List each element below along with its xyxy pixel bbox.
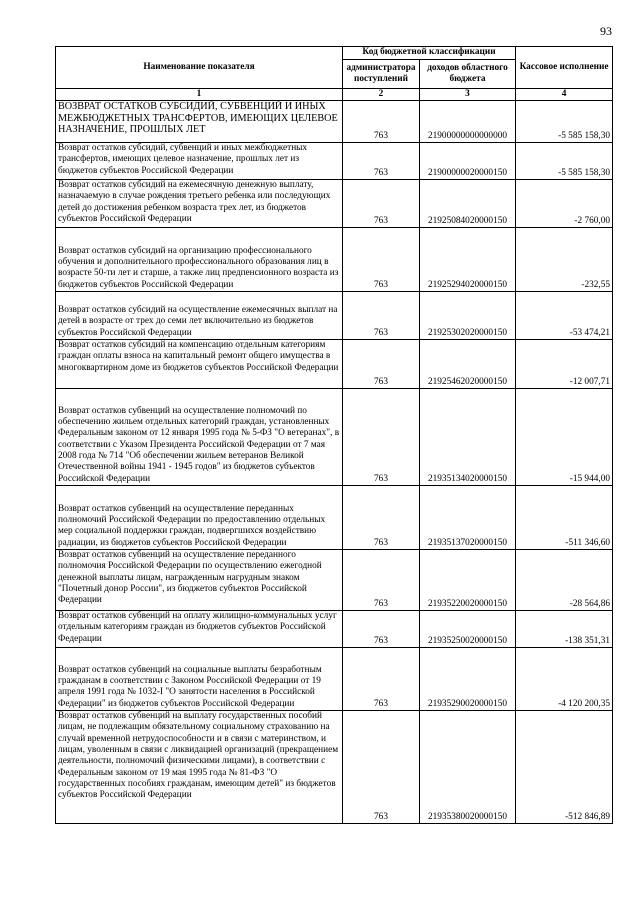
row-name: Возврат остатков субсидий на компенсацию отдельным категориям граждан оплаты взноса на капитальный ремонт общего имущества в многоквартирном доме из бюджетов субъектов Российской Федерации bbox=[56, 340, 343, 389]
row-name: Возврат остатков субсидий на организацию профессионального обучения и дополнительного профессионального образования лиц в возрасте 50-ти лет и старше, а также лиц предпенсионного возраста из бюджетов субъектов Российской Федерации bbox=[56, 228, 343, 292]
table-row bbox=[56, 180, 613, 228]
row-name: Возврат остатков субвенций на выплату государственных пособий лицам, не подлежащим обязательному социальному страхованию на случай временной нетрудоспособности и в связи с материнством, и лицам, уволенным в связи с ликвидацией организаций (прекращением деятельности, полномочий физическими лицами), в соответствии с Федеральным законом от 19 мая 1995 года № 81-ФЗ "О государственных пособиях гражданам, имеющим детей" из бюджетов субъектов Российской Федерации bbox=[56, 711, 343, 824]
header-revenue: доходов областного бюджета bbox=[420, 60, 516, 89]
table-row bbox=[56, 340, 613, 389]
header-classification: Код бюджетной классификации bbox=[343, 47, 516, 60]
col-number-1: 1 bbox=[56, 89, 343, 101]
table-row bbox=[56, 711, 613, 824]
row-admin-code: 763 bbox=[343, 389, 420, 486]
row-revenue-code: 21900000020000150 bbox=[420, 143, 516, 180]
row-revenue-code: 21935137020000150 bbox=[420, 486, 516, 550]
row-name: Возврат остатков субвенций на осуществление переданного полномочия Российской Федерации по осуществлению ежегодной денежной выплаты лицам, награжденным нагрудным знаком "Почетный донор России", из бюджетов субъектов Российской Федерации bbox=[56, 550, 343, 611]
table-row bbox=[56, 389, 613, 486]
row-admin-code: 763 bbox=[343, 228, 420, 292]
table-row bbox=[56, 486, 613, 550]
row-admin-code: 763 bbox=[343, 648, 420, 711]
row-revenue-code: 21925084020000150 bbox=[420, 180, 516, 228]
row-amount: -5 585 158,30 bbox=[516, 101, 613, 143]
col-number-2: 2 bbox=[343, 89, 420, 101]
row-amount: -2 760,00 bbox=[516, 180, 613, 228]
row-amount: -232,55 bbox=[516, 228, 613, 292]
row-admin-code: 763 bbox=[343, 143, 420, 180]
row-amount: -12 007,71 bbox=[516, 340, 613, 389]
row-admin-code: 763 bbox=[343, 340, 420, 389]
row-admin-code: 763 bbox=[343, 550, 420, 611]
table-row bbox=[56, 143, 613, 180]
table-row bbox=[56, 101, 613, 143]
row-amount: -512 846,89 bbox=[516, 711, 613, 824]
header-admin: администратора поступлений bbox=[343, 60, 420, 89]
table-row bbox=[56, 228, 613, 292]
table-row bbox=[56, 611, 613, 648]
row-revenue-code: 21925294020000150 bbox=[420, 228, 516, 292]
row-name: Возврат остатков субвенций на социальные выплаты безработным гражданам в соответствии с Законом Российской Федерации от 19 апреля 1991 года № 1032-I "О занятости населения в Российской Федерации" из бюджетов субъектов Российской Федерации bbox=[56, 648, 343, 711]
col-number-3: 3 bbox=[420, 89, 516, 101]
row-amount: -5 585 158,30 bbox=[516, 143, 613, 180]
row-amount: -4 120 200,35 bbox=[516, 648, 613, 711]
row-amount: -138 351,31 bbox=[516, 611, 613, 648]
row-revenue-code: 21935220020000150 bbox=[420, 550, 516, 611]
row-revenue-code: 21925302020000150 bbox=[420, 292, 516, 340]
row-amount: -15 944,00 bbox=[516, 389, 613, 486]
row-name: Возврат остатков субвенций на осуществление полномочий по обеспечению жильем отдельных категорий граждан, установленных Федеральным законом от 12 января 1995 года № 5-ФЗ "О ветеранах", в соответствии с Указом Президента Российской Федерации от 7 мая 2008 года № 714 "Об обеспечении жильем ветеранов Великой Отечественной войны 1941 - 1945 годов" из бюджетов субъектов Российской Федерации bbox=[56, 389, 343, 486]
row-admin-code: 763 bbox=[343, 711, 420, 824]
table-row bbox=[56, 648, 613, 711]
row-revenue-code: 21935290020000150 bbox=[420, 648, 516, 711]
row-admin-code: 763 bbox=[343, 180, 420, 228]
table-row bbox=[56, 550, 613, 611]
row-revenue-code: 21900000000000000 bbox=[420, 101, 516, 143]
row-admin-code: 763 bbox=[343, 292, 420, 340]
row-amount: -28 564,86 bbox=[516, 550, 613, 611]
row-revenue-code: 21935250020000150 bbox=[420, 611, 516, 648]
header-cash-execution: Кассовое исполнение bbox=[516, 47, 613, 89]
row-name: Возврат остатков субвенций на осуществление переданных полномочий Российской Федерации по предоставлению отдельных мер социальной поддержки граждан, подвергшихся воздействию радиации, из бюджетов субъектов Российской Федерации bbox=[56, 486, 343, 550]
row-name: Возврат остатков субсидий, субвенций и иных межбюджетных трансфертов, имеющих целевое назначение, прошлых лет из бюджетов субъектов Российской Федерации bbox=[56, 143, 343, 180]
row-revenue-code: 21925462020000150 bbox=[420, 340, 516, 389]
row-name: Возврат остатков субсидий на ежемесячную денежную выплату, назначаемую в случае рождения третьего ребенка или последующих детей до достижения ребенком возраста трех лет, из бюджетов субъектов Российской Федерации bbox=[56, 180, 343, 228]
row-admin-code: 763 bbox=[343, 486, 420, 550]
col-number-4: 4 bbox=[516, 89, 613, 101]
row-name: Возврат остатков субвенций на оплату жилищно-коммунальных услуг отдельным категориям граждан из бюджетов субъектов Российской Федерации bbox=[56, 611, 343, 648]
row-admin-code: 763 bbox=[343, 101, 420, 143]
table-row bbox=[56, 292, 613, 340]
header-name: Наименование показателя bbox=[56, 47, 343, 89]
row-name: Возврат остатков субсидий на осуществление ежемесячных выплат на детей в возрасте от трех до семи лет включительно из бюджетов субъектов Российской Федерации bbox=[56, 292, 343, 340]
row-revenue-code: 21935134020000150 bbox=[420, 389, 516, 486]
row-admin-code: 763 bbox=[343, 611, 420, 648]
row-amount: -53 474,21 bbox=[516, 292, 613, 340]
page-number: 93 bbox=[600, 24, 612, 38]
row-amount: -511 346,60 bbox=[516, 486, 613, 550]
row-revenue-code: 21935380020000150 bbox=[420, 711, 516, 824]
budget-table bbox=[55, 46, 613, 824]
row-name: ВОЗВРАТ ОСТАТКОВ СУБСИДИЙ, СУБВЕНЦИЙ И ИНЫХ МЕЖБЮДЖЕТНЫХ ТРАНСФЕРТОВ, ИМЕЮЩИХ ЦЕЛЕВОЕ НАЗНАЧЕНИЕ, ПРОШЛЫХ ЛЕТ bbox=[56, 101, 343, 143]
